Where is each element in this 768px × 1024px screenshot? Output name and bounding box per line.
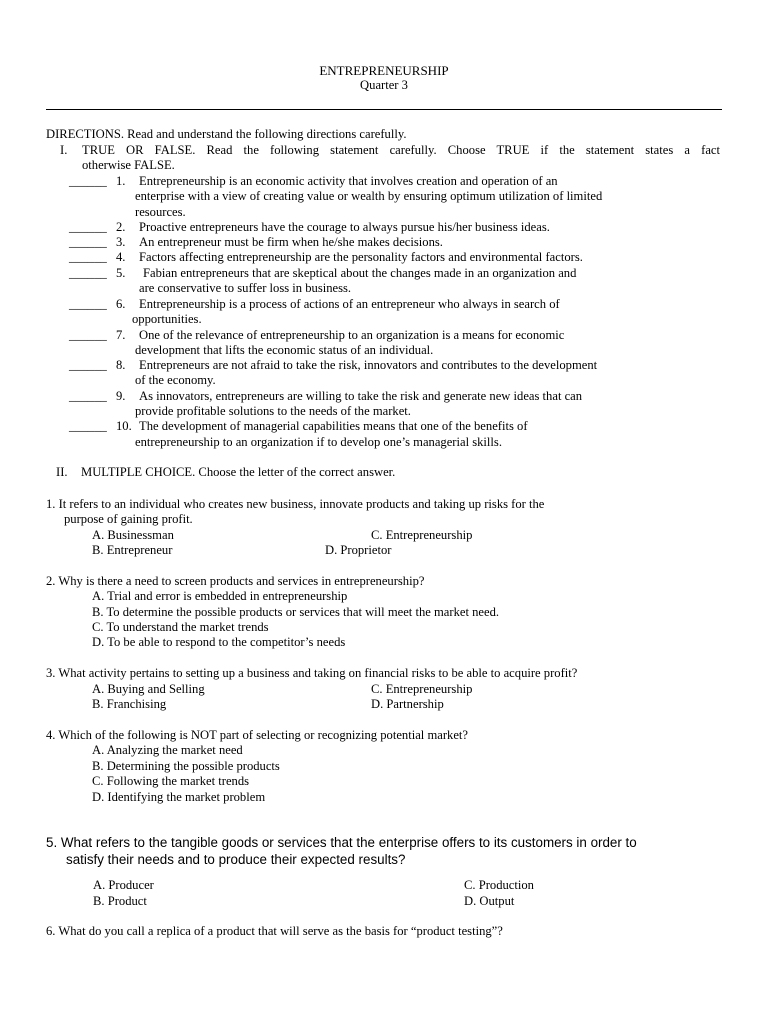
answer-blank[interactable]: ______ (69, 389, 107, 403)
choice-option[interactable]: A. Producer (93, 878, 154, 892)
question-text: 2. Why is there a need to screen products and services in entrepreneurship? (46, 574, 425, 588)
choice-option[interactable]: B. To determine the possible products or services that will meet the market need. (92, 605, 500, 619)
choice-option[interactable]: C. Entrepreneurship (371, 528, 473, 542)
tf-item-text: resources. (135, 205, 186, 219)
part1-numeral: I. (60, 143, 68, 157)
directions-text: DIRECTIONS. Read and understand the following directions carefully. (46, 127, 407, 141)
question-text: 6. What do you call a replica of a product that will serve as the basis for “product testing”? (46, 924, 503, 938)
choice-option[interactable]: B. Franchising (92, 697, 167, 711)
choice-option[interactable]: A. Buying and Selling (92, 682, 205, 696)
tf-item-text: Factors affecting entrepreneurship are the personality factors and environmental factors. (139, 250, 583, 264)
answer-blank[interactable]: ______ (69, 266, 107, 280)
question-text: purpose of gaining profit. (64, 512, 193, 526)
tf-item-text: are conservative to suffer loss in business. (139, 281, 352, 295)
part1-heading-cont: otherwise FALSE. (82, 158, 175, 172)
choice-option[interactable]: C. To understand the market trends (92, 620, 269, 634)
answer-blank[interactable]: ______ (69, 235, 107, 249)
answer-blank[interactable]: ______ (69, 419, 107, 433)
tf-item-text: entrepreneurship to an organization if to develop one’s managerial skills. (135, 435, 502, 449)
question-text: 3. What activity pertains to setting up a business and taking on financial risks to be able to acquire profit? (46, 666, 578, 680)
tf-item-number: 10. (116, 419, 132, 433)
tf-item-number: 5. (116, 266, 126, 280)
choice-option[interactable]: A. Businessman (92, 528, 174, 542)
tf-item-text: Proactive entrepreneurs have the courage to always pursue his/her business ideas. (139, 220, 550, 234)
question-text: 1. It refers to an individual who creates new business, innovate products and taking up risks for the (46, 497, 545, 511)
tf-item-number: 8. (116, 358, 126, 372)
tf-item-text: One of the relevance of entrepreneurship to an organization is a means for economic (139, 328, 565, 342)
tf-item-text: The development of managerial capabilities means that one of the benefits of (139, 419, 528, 433)
tf-item-number: 3. (116, 235, 126, 249)
answer-blank[interactable]: ______ (69, 328, 107, 342)
page-title: ENTREPRENEURSHIP (319, 63, 449, 78)
tf-item-number: 6. (116, 297, 126, 311)
answer-blank[interactable]: ______ (69, 174, 107, 188)
choice-option[interactable]: D. To be able to respond to the competitor’s needs (92, 635, 346, 649)
tf-item-text: opportunities. (132, 312, 202, 326)
answer-blank[interactable]: ______ (69, 250, 107, 264)
tf-item-text: As innovators, entrepreneurs are willing to take the risk and generate new ideas that can (139, 389, 583, 403)
choice-option[interactable]: A. Trial and error is embedded in entrepreneurship (92, 589, 348, 603)
tf-item-text: provide profitable solutions to the needs of the market. (135, 404, 411, 418)
choice-option[interactable]: D. Identifying the market problem (92, 790, 266, 804)
tf-item-number: 1. (116, 174, 126, 188)
choice-option[interactable]: B. Product (93, 894, 147, 908)
answer-blank[interactable]: ______ (69, 220, 107, 234)
choice-option[interactable]: A. Analyzing the market need (92, 743, 243, 757)
tf-item-text: An entrepreneur must be firm when he/she makes decisions. (139, 235, 443, 249)
tf-item-text: enterprise with a view of creating value or wealth by ensuring optimum utilization of limited (135, 189, 603, 203)
tf-item-number: 2. (116, 220, 126, 234)
choice-option[interactable]: D. Partnership (371, 697, 444, 711)
answer-blank[interactable]: ______ (69, 297, 107, 311)
part2-heading: MULTIPLE CHOICE. Choose the letter of the correct answer. (81, 465, 396, 479)
choice-option[interactable]: C. Following the market trends (92, 774, 250, 788)
tf-item-number: 7. (116, 328, 126, 342)
question-text: 4. Which of the following is NOT part of selecting or recognizing potential market? (46, 728, 469, 742)
part1-heading: TRUE OR FALSE. Read the following statement carefully. Choose TRUE if the statement states a fact (82, 143, 720, 157)
tf-item-number: 9. (116, 389, 126, 403)
question-text: 5. What refers to the tangible goods or services that the enterprise offers to its customers in order to (46, 835, 637, 850)
choice-option[interactable]: D. Proprietor (325, 543, 392, 557)
tf-item-text: Entrepreneurship is a process of actions of an entrepreneur who always in search of (139, 297, 560, 311)
choice-option[interactable]: D. Output (464, 894, 515, 908)
choice-option[interactable]: B. Determining the possible products (92, 759, 280, 773)
choice-option[interactable]: C. Production (464, 878, 534, 892)
tf-item-number: 4. (116, 250, 126, 264)
tf-item-text: Entrepreneurs are not afraid to take the risk, innovators and contributes to the development (139, 358, 598, 372)
page-subtitle: Quarter 3 (360, 78, 408, 92)
answer-blank[interactable]: ______ (69, 358, 107, 372)
choice-option[interactable]: C. Entrepreneurship (371, 682, 473, 696)
tf-item-text: Fabian entrepreneurs that are skeptical about the changes made in an organization and (143, 266, 577, 280)
part2-numeral: II. (56, 465, 68, 479)
choice-option[interactable]: B. Entrepreneur (92, 543, 173, 557)
question-text: satisfy their needs and to produce their expected results? (66, 852, 406, 867)
tf-item-text: of the economy. (135, 373, 216, 387)
tf-item-text: Entrepreneurship is an economic activity that involves creation and operation of an (139, 174, 558, 188)
header-divider (46, 109, 722, 110)
tf-item-text: development that lifts the economic status of an individual. (135, 343, 434, 357)
